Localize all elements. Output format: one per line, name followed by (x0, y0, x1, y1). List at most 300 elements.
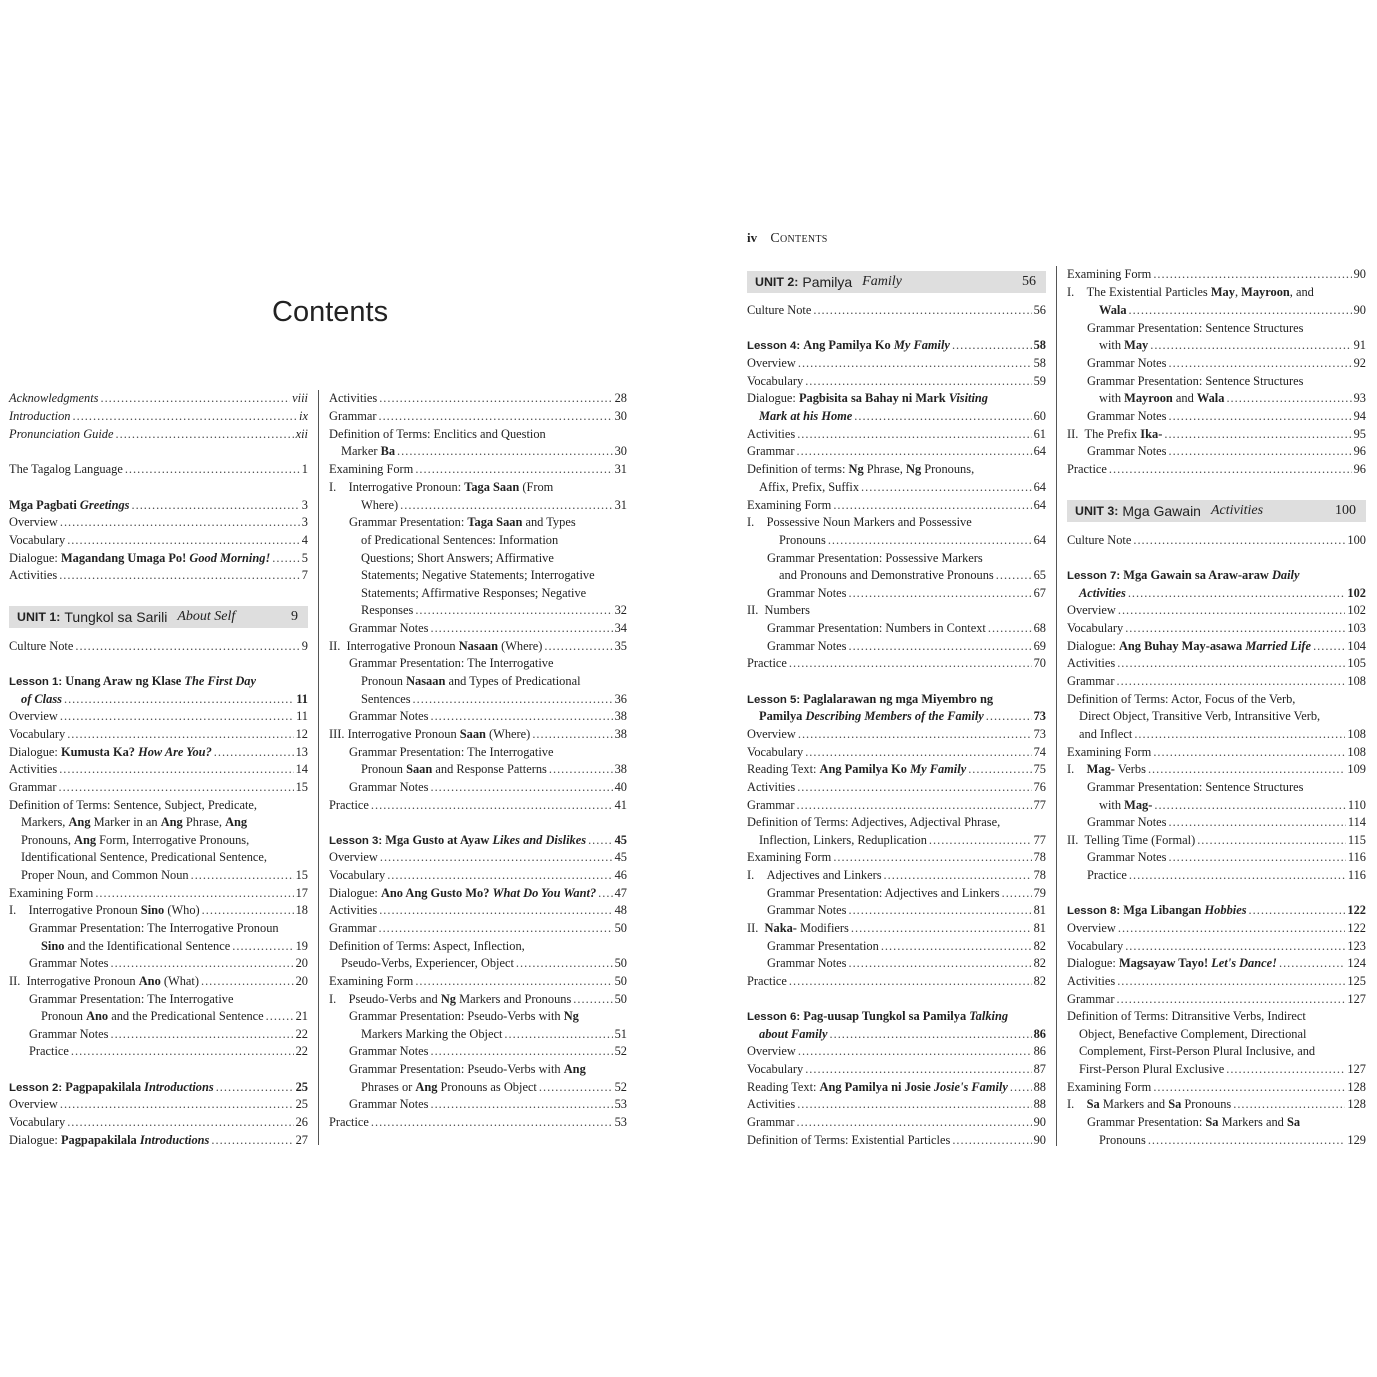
entry-title: Culture Note (9, 639, 74, 653)
toc-entry[interactable] (9, 955, 308, 972)
lesson-entry (747, 691, 1046, 708)
toc-entry[interactable] (9, 426, 308, 443)
lesson-entry[interactable] (747, 337, 1046, 354)
toc-entry[interactable] (329, 1079, 627, 1096)
entry-page-number: 3 (301, 498, 308, 512)
dot-leader (813, 302, 1031, 319)
entry-page-number: 46 (614, 868, 627, 882)
toc-entry[interactable] (9, 691, 308, 708)
entry-title: Pseudo-Verbs, Experiencer, Object (341, 956, 514, 970)
toc-entry (329, 655, 627, 672)
toc-entry[interactable] (747, 1061, 1046, 1078)
toc-entry[interactable] (9, 1132, 308, 1149)
toc-entry[interactable] (9, 973, 308, 990)
toc-entry[interactable] (1067, 973, 1366, 990)
toc-entry (9, 797, 308, 814)
entry-page-number: 64 (1033, 533, 1046, 547)
toc-entry[interactable] (1067, 620, 1366, 637)
entry-page-number: 127 (1347, 1062, 1366, 1076)
toc-entry[interactable] (1067, 849, 1366, 866)
toc-entry[interactable] (747, 479, 1046, 496)
entry-page-number: 122 (1347, 903, 1366, 917)
dot-leader (201, 973, 294, 990)
toc-entry[interactable] (329, 1043, 627, 1060)
toc-entry[interactable] (9, 902, 308, 919)
toc-entry[interactable] (329, 497, 627, 514)
toc-entry[interactable] (747, 638, 1046, 655)
toc-entry[interactable] (1067, 1096, 1366, 1113)
toc-entry[interactable] (1067, 938, 1366, 955)
entry-title: of Predicational Sentences: Information (361, 533, 559, 547)
entry-title: Phrases or Ang Pronouns as Object (361, 1080, 537, 1094)
dot-leader (1002, 885, 1032, 902)
toc-entry[interactable] (747, 426, 1046, 443)
dot-leader (789, 655, 1032, 672)
toc-entry[interactable] (747, 902, 1046, 919)
entry-title: Practice (747, 656, 787, 670)
toc-entry[interactable] (1067, 602, 1366, 619)
dot-leader (1154, 797, 1346, 814)
toc-entry[interactable] (1067, 266, 1366, 283)
entry-title: First-Person Plural Exclusive (1079, 1062, 1225, 1076)
entry-title: Lesson 8: Mga Libangan Hobbies (1067, 903, 1247, 917)
toc-entry[interactable] (747, 1132, 1046, 1149)
entry-title: Lesson 1: Unang Araw ng Klase The First Day (9, 674, 256, 688)
dot-leader (58, 779, 293, 796)
entry-page-number: 116 (1347, 850, 1366, 864)
entry-title: Culture Note (1067, 533, 1132, 547)
dot-leader (805, 373, 1031, 390)
toc-entry[interactable] (9, 567, 308, 584)
toc-entry[interactable] (9, 779, 308, 796)
toc-entry[interactable] (747, 797, 1046, 814)
toc-entry[interactable] (329, 973, 627, 990)
entry-title: II. Interrogative Pronoun Ano (What) (9, 974, 199, 988)
entry-page-number: 20 (295, 974, 308, 988)
entry-title: Pronoun Nasaan and Types of Predicational (361, 674, 581, 688)
toc-entry[interactable] (1067, 814, 1366, 831)
toc-entry[interactable] (1067, 867, 1366, 884)
entry-title: Object, Benefactive Complement, Directional (1079, 1027, 1307, 1041)
dot-leader (851, 920, 1032, 937)
dot-leader (378, 920, 612, 937)
toc-entry[interactable] (747, 744, 1046, 761)
toc-entry[interactable] (9, 638, 308, 655)
toc-entry[interactable] (1067, 832, 1366, 849)
toc-entry[interactable] (1067, 585, 1366, 602)
toc-entry[interactable] (329, 443, 627, 460)
toc-entry[interactable] (1067, 797, 1366, 814)
toc-entry[interactable] (329, 797, 627, 814)
toc-entry[interactable] (329, 1114, 627, 1131)
toc-entry (9, 920, 308, 937)
toc-entry[interactable] (1067, 390, 1366, 407)
entry-title: Questions; Short Answers; Affirmative (361, 551, 554, 565)
unit-english-name: About Self (177, 609, 236, 624)
entry-title: II. Naka- Modifiers (747, 921, 849, 935)
toc-entry[interactable] (9, 461, 308, 478)
entry-page-number: 50 (614, 956, 627, 970)
toc-entry[interactable] (9, 390, 308, 407)
toc-entry[interactable] (329, 620, 627, 637)
entry-page-number: 82 (1033, 956, 1046, 970)
toc-entry[interactable] (1067, 532, 1366, 549)
toc-entry[interactable] (1067, 1061, 1366, 1078)
toc-entry[interactable] (1067, 744, 1366, 761)
dot-leader (67, 1114, 293, 1131)
entry-title: II. Telling Time (Formal) (1067, 833, 1196, 847)
entry-page-number: 116 (1347, 868, 1366, 882)
toc-entry[interactable] (747, 1114, 1046, 1131)
toc-entry[interactable] (747, 761, 1046, 778)
toc-entry[interactable] (9, 744, 308, 761)
toc-entry (329, 744, 627, 761)
entry-page-number: 11 (296, 709, 308, 723)
unit-header[interactable] (9, 606, 308, 628)
entry-title: Practice (329, 798, 369, 812)
column-divider (1056, 266, 1057, 1146)
toc-entry[interactable] (747, 567, 1046, 584)
toc-entry[interactable] (9, 761, 308, 778)
dot-leader (1010, 1079, 1032, 1096)
entry-title: Affix, Prefix, Suffix (759, 480, 860, 494)
toc-entry[interactable] (747, 726, 1046, 743)
unit-label: UNIT 2: (755, 275, 799, 289)
toc-entry[interactable] (747, 497, 1046, 514)
toc-entry[interactable] (1067, 443, 1366, 460)
entry-title: The Tagalog Language (9, 462, 123, 476)
toc-entry[interactable] (1067, 355, 1366, 372)
toc-entry[interactable] (747, 1043, 1046, 1060)
dot-leader (64, 691, 294, 708)
toc-entry[interactable] (1067, 655, 1366, 672)
toc-entry (1067, 373, 1366, 390)
entry-page-number: 35 (614, 639, 627, 653)
entry-title: Dialogue: Magsayaw Tayo! Let's Dance! (1067, 956, 1277, 970)
entry-title: Lesson 3: Mga Gusto at Ayaw Likes and Dislikes (329, 833, 587, 847)
toc-entry[interactable] (747, 708, 1046, 725)
toc-entry[interactable] (329, 761, 627, 778)
dot-leader (952, 337, 1032, 354)
entry-page-number: 78 (1033, 850, 1046, 864)
dot-leader (214, 744, 294, 761)
toc-entry[interactable] (9, 726, 308, 743)
toc-entry[interactable] (747, 779, 1046, 796)
toc-entry[interactable] (329, 638, 627, 655)
toc-entry[interactable] (1067, 302, 1366, 319)
lesson-entry[interactable] (9, 1079, 308, 1096)
entry-title: Overview (9, 709, 58, 723)
entry-page-number: 58 (1033, 338, 1046, 352)
entry-title: Reading Text: Ang Pamilya Ko My Family (747, 762, 967, 776)
toc-entry[interactable] (747, 1079, 1046, 1096)
entry-title: Marker Ba (341, 444, 396, 458)
dot-leader (828, 532, 1032, 549)
entry-title: Dialogue: Ang Buhay May-asawa Married Life (1067, 639, 1312, 653)
toc-entry[interactable] (329, 1096, 627, 1113)
toc-entry[interactable] (9, 514, 308, 531)
toc-entry[interactable] (1067, 726, 1366, 743)
entry-title: Grammar Notes (349, 621, 429, 635)
entry-page-number: 108 (1347, 745, 1366, 759)
dot-leader (371, 797, 613, 814)
entry-title: Grammar Notes (1087, 850, 1167, 864)
toc-entry[interactable] (9, 885, 308, 902)
toc-entry[interactable] (747, 920, 1046, 937)
entry-page-number: 50 (614, 921, 627, 935)
toc-entry[interactable] (747, 973, 1046, 990)
lesson-entry[interactable] (329, 832, 627, 849)
entry-page-number: 102 (1347, 603, 1366, 617)
entry-title: Vocabulary (747, 745, 804, 759)
dot-leader (60, 1096, 294, 1113)
entry-page-number: 92 (1353, 356, 1366, 370)
entry-page-number: 128 (1347, 1097, 1366, 1111)
entry-page-number: 82 (1033, 939, 1046, 953)
entry-page-number: 31 (614, 498, 627, 512)
toc-entry[interactable] (747, 832, 1046, 849)
toc-entry[interactable] (9, 550, 308, 567)
entry-page-number: 14 (295, 762, 308, 776)
toc-entry[interactable] (747, 655, 1046, 672)
dot-leader (968, 761, 1031, 778)
dot-leader (884, 867, 1032, 884)
toc-entry[interactable] (329, 867, 627, 884)
unit-english-name: Activities (1210, 503, 1264, 518)
dot-leader (1164, 426, 1351, 443)
entry-title: of Class (21, 692, 62, 706)
entry-page-number: 109 (1347, 762, 1366, 776)
entry-page-number: 90 (1033, 1133, 1046, 1147)
entry-title: Statements; Affirmative Responses; Negative (361, 586, 587, 600)
toc-entry[interactable] (747, 355, 1046, 372)
entry-title: Pronouns (1099, 1133, 1146, 1147)
toc-entry[interactable] (747, 373, 1046, 390)
toc-entry[interactable] (747, 302, 1046, 319)
entry-title: Grammar Presentation: Pseudo-Verbs with Ng (349, 1009, 579, 1023)
toc-entry[interactable] (1067, 955, 1366, 972)
entry-title: Grammar (329, 409, 377, 423)
entry-title: Dialogue: Pagbisita sa Bahay ni Mark Visiting (747, 391, 988, 405)
toc-entry[interactable] (329, 461, 627, 478)
dot-leader (1125, 938, 1345, 955)
lesson-entry[interactable] (1067, 902, 1366, 919)
toc-entry[interactable] (329, 726, 627, 743)
toc-entry[interactable] (747, 1026, 1046, 1043)
toc-entry[interactable] (747, 443, 1046, 460)
entry-page-number: 45 (614, 833, 627, 847)
dot-leader (191, 867, 294, 884)
dot-leader (549, 761, 613, 778)
toc-entry[interactable] (747, 955, 1046, 972)
entry-title: Vocabulary (329, 868, 386, 882)
toc-entry[interactable] (9, 1008, 308, 1025)
toc-entry[interactable] (1067, 408, 1366, 425)
entry-title: Grammar (747, 798, 795, 812)
entry-page-number: 56 (1033, 303, 1046, 317)
toc-entry[interactable] (9, 532, 308, 549)
entry-title: Grammar Presentation: Sa Markers and Sa (1087, 1115, 1301, 1129)
dot-leader (430, 1043, 612, 1060)
toc-entry[interactable] (747, 585, 1046, 602)
toc-entry (747, 461, 1046, 478)
entry-title: Grammar Presentation: Adjectives and Linkers (767, 886, 1000, 900)
toc-entry[interactable] (747, 885, 1046, 902)
entry-page-number: 30 (614, 444, 627, 458)
toc-entry[interactable] (329, 955, 627, 972)
entry-page-number: 73 (1033, 709, 1046, 723)
dot-leader (1118, 602, 1346, 619)
entry-title: Grammar Presentation: Possessive Markers (767, 551, 983, 565)
dot-leader (598, 885, 612, 902)
toc-entry[interactable] (747, 532, 1046, 549)
toc-entry[interactable] (747, 938, 1046, 955)
entry-page-number: 82 (1033, 974, 1046, 988)
toc-entry[interactable] (329, 602, 627, 619)
dot-leader (1150, 337, 1351, 354)
entry-page-number: 81 (1033, 921, 1046, 935)
toc-entry[interactable] (329, 408, 627, 425)
toc-entry[interactable] (329, 390, 627, 407)
toc-entry[interactable] (329, 849, 627, 866)
toc-entry[interactable] (9, 497, 308, 514)
entry-title: II. Numbers (747, 603, 810, 617)
entry-title: Definition of Terms: Actor, Focus of the Verb, (1067, 692, 1296, 706)
toc-entry (1067, 1043, 1366, 1060)
entry-page-number: ix (299, 409, 308, 423)
toc-entry[interactable] (329, 991, 627, 1008)
entry-title: Grammar Presentation: The Interrogative Pronoun (29, 921, 279, 935)
toc-entry[interactable] (747, 867, 1046, 884)
entry-title: Practice (329, 1115, 369, 1129)
entry-page-number: 15 (295, 868, 308, 882)
entry-title: Grammar Notes (29, 1027, 109, 1041)
entry-page-number: 73 (1033, 727, 1046, 741)
entry-page-number: 53 (614, 1115, 627, 1129)
toc-entry[interactable] (1067, 761, 1366, 778)
toc-entry[interactable] (9, 938, 308, 955)
toc-entry[interactable] (9, 1096, 308, 1113)
toc-entry[interactable] (1067, 426, 1366, 443)
toc-entry[interactable] (747, 849, 1046, 866)
toc-entry[interactable] (329, 1026, 627, 1043)
dot-leader (996, 567, 1032, 584)
toc-entry (747, 514, 1046, 531)
toc-entry[interactable] (1067, 1079, 1366, 1096)
toc-entry[interactable] (1067, 1132, 1366, 1149)
dot-leader (371, 1114, 613, 1131)
toc-entry[interactable] (1067, 991, 1366, 1008)
entry-title: Grammar Presentation: Sentence Structures (1087, 374, 1304, 388)
entry-title: I. Interrogative Pronoun Sino (Who) (9, 903, 200, 917)
entry-page-number: 40 (614, 780, 627, 794)
unit-name: Tungkol sa Sarili (64, 609, 168, 625)
entry-page-number: 21 (295, 1009, 308, 1023)
entry-page-number: 81 (1033, 903, 1046, 917)
entry-title: Activities (747, 1097, 796, 1111)
toc-entry[interactable] (1067, 920, 1366, 937)
toc-entry[interactable] (1067, 337, 1366, 354)
entry-page-number: 87 (1033, 1062, 1046, 1076)
toc-entry (329, 673, 627, 690)
entry-title: Dialogue: Magandang Umaga Po! Good Morning! (9, 551, 271, 565)
entry-page-number: 60 (1033, 409, 1046, 423)
dot-leader (380, 849, 613, 866)
dot-leader (60, 514, 300, 531)
entry-page-number: 26 (295, 1115, 308, 1129)
entry-title: Vocabulary (9, 1115, 66, 1129)
toc-entry[interactable] (329, 902, 627, 919)
unit-header[interactable] (1067, 500, 1366, 522)
toc-entry[interactable] (329, 779, 627, 796)
entry-title: II. Interrogative Pronoun Nasaan (Where) (329, 639, 543, 653)
toc-entry[interactable] (9, 708, 308, 725)
toc-entry[interactable] (747, 1096, 1046, 1113)
dot-leader (387, 867, 612, 884)
toc-entry[interactable] (329, 885, 627, 902)
toc-entry[interactable] (9, 1043, 308, 1060)
toc-entry[interactable] (9, 867, 308, 884)
entry-title: Statements; Negative Statements; Interrogative (361, 568, 595, 582)
entry-page-number: 28 (614, 391, 627, 405)
entry-page-number: 64 (1033, 480, 1046, 494)
entry-title: Definition of Terms: Ditransitive Verbs, Indirect (1067, 1009, 1306, 1023)
entry-page-number: 65 (1033, 568, 1046, 582)
dot-leader (952, 1132, 1031, 1149)
toc-entry[interactable] (329, 920, 627, 937)
entry-title: Definition of Terms: Enclitics and Question (329, 427, 546, 441)
toc-entry (747, 390, 1046, 407)
dot-leader (1168, 814, 1345, 831)
entry-title: and Inflect (1079, 727, 1133, 741)
entry-page-number: 22 (295, 1044, 308, 1058)
dot-leader (1116, 991, 1345, 1008)
entry-title: Activities (747, 427, 796, 441)
dot-leader (1168, 355, 1351, 372)
toc-entry (9, 832, 308, 849)
entry-title: Pronunciation Guide (9, 427, 114, 441)
toc-entry[interactable] (329, 691, 627, 708)
unit-name: Pamilya (802, 274, 853, 290)
entry-title: Grammar (747, 444, 795, 458)
toc-entry[interactable] (1067, 638, 1366, 655)
toc-entry[interactable] (747, 620, 1046, 637)
entry-title: Pronouns (779, 533, 826, 547)
entry-title: Lesson 2: Pagpapakilala Introductions (9, 1080, 214, 1094)
unit-header[interactable] (747, 271, 1046, 293)
entry-title: Grammar Notes (767, 639, 847, 653)
entry-page-number: 38 (614, 727, 627, 741)
toc-entry[interactable] (9, 408, 308, 425)
toc-entry[interactable] (1067, 461, 1366, 478)
entry-title: Grammar Notes (29, 956, 109, 970)
entry-title: Overview (747, 727, 796, 741)
dot-leader (266, 1008, 294, 1025)
entry-page-number: 27 (295, 1133, 308, 1147)
entry-page-number: 78 (1033, 868, 1046, 882)
toc-entry[interactable] (747, 408, 1046, 425)
toc-entry[interactable] (9, 1026, 308, 1043)
dot-leader (1313, 638, 1345, 655)
toc-entry[interactable] (329, 708, 627, 725)
entry-page-number: 12 (295, 727, 308, 741)
toc-entry[interactable] (1067, 673, 1366, 690)
dot-leader (1153, 266, 1351, 283)
entry-title: Definition of Terms: Aspect, Inflection, (329, 939, 525, 953)
dot-leader (75, 638, 299, 655)
entry-page-number: 125 (1347, 974, 1366, 988)
toc-entry[interactable] (9, 1114, 308, 1131)
